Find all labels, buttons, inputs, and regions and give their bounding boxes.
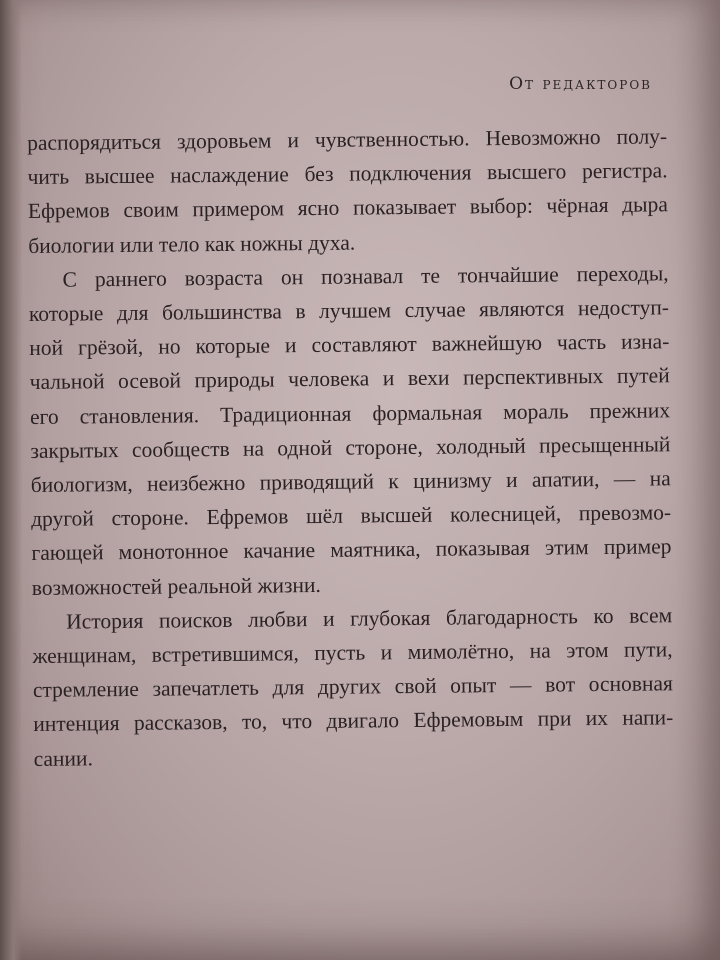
- paragraph-3: [32, 598, 674, 776]
- text-line: интенция рассказов, то, что двигало Ефремовым при их напи-: [33, 705, 674, 737]
- text-line: чить высшее наслаждение без подключения высшего регистра.: [27, 158, 668, 190]
- text-line: его становления. Традиционная формальная мораль прежних: [29, 397, 671, 429]
- text-line: биологизм, неизбежно приводящий к цинизму и апатии, — на: [30, 466, 671, 498]
- text-line: закрытых сообществ на одной стороне, холодный пресыщенный: [30, 432, 671, 463]
- paragraph-2: [28, 256, 672, 605]
- text-line: С раннего возраста он познавал те тончайшие переходы,: [62, 261, 669, 292]
- paragraph-1: [27, 119, 668, 263]
- running-head: От редакторов: [509, 74, 652, 94]
- body-text: [27, 119, 674, 776]
- book-spine-shadow: [0, 0, 22, 960]
- text-line: гающей монотонное качание маятника, показывая этим пример: [31, 534, 672, 566]
- text-line: ной грёзой, но которые и составляют важнейшую часть изна-: [29, 329, 670, 361]
- text-line: сании.: [33, 746, 93, 771]
- text-line: женщинам, встретившимся, пусть и мимолётно, на этом пути,: [32, 637, 673, 669]
- text-line: История поисков любви и глубокая благодарность ко всем: [66, 603, 673, 634]
- text-line: чальной осевой природы человека и вехи перспективных путей: [29, 363, 670, 395]
- text-line: стремление запечатлеть для других свой опыт — вот основная: [32, 671, 673, 703]
- text-line: которые для большинства в лучшем случае являются недоступ-: [28, 295, 670, 327]
- text-line: другой стороне. Ефремов шёл высшей колесницей, превозмо-: [30, 500, 672, 532]
- text-line: возможностей реальной жизни.: [31, 572, 321, 600]
- text-line: распорядиться здоровьем и чувственностью. Невозможно полу-: [27, 124, 668, 155]
- text-line: Ефремов своим примером ясно показывает выбор: чёрная дыра: [27, 192, 668, 224]
- text-line: биологии или тело как ножны духа.: [28, 230, 356, 258]
